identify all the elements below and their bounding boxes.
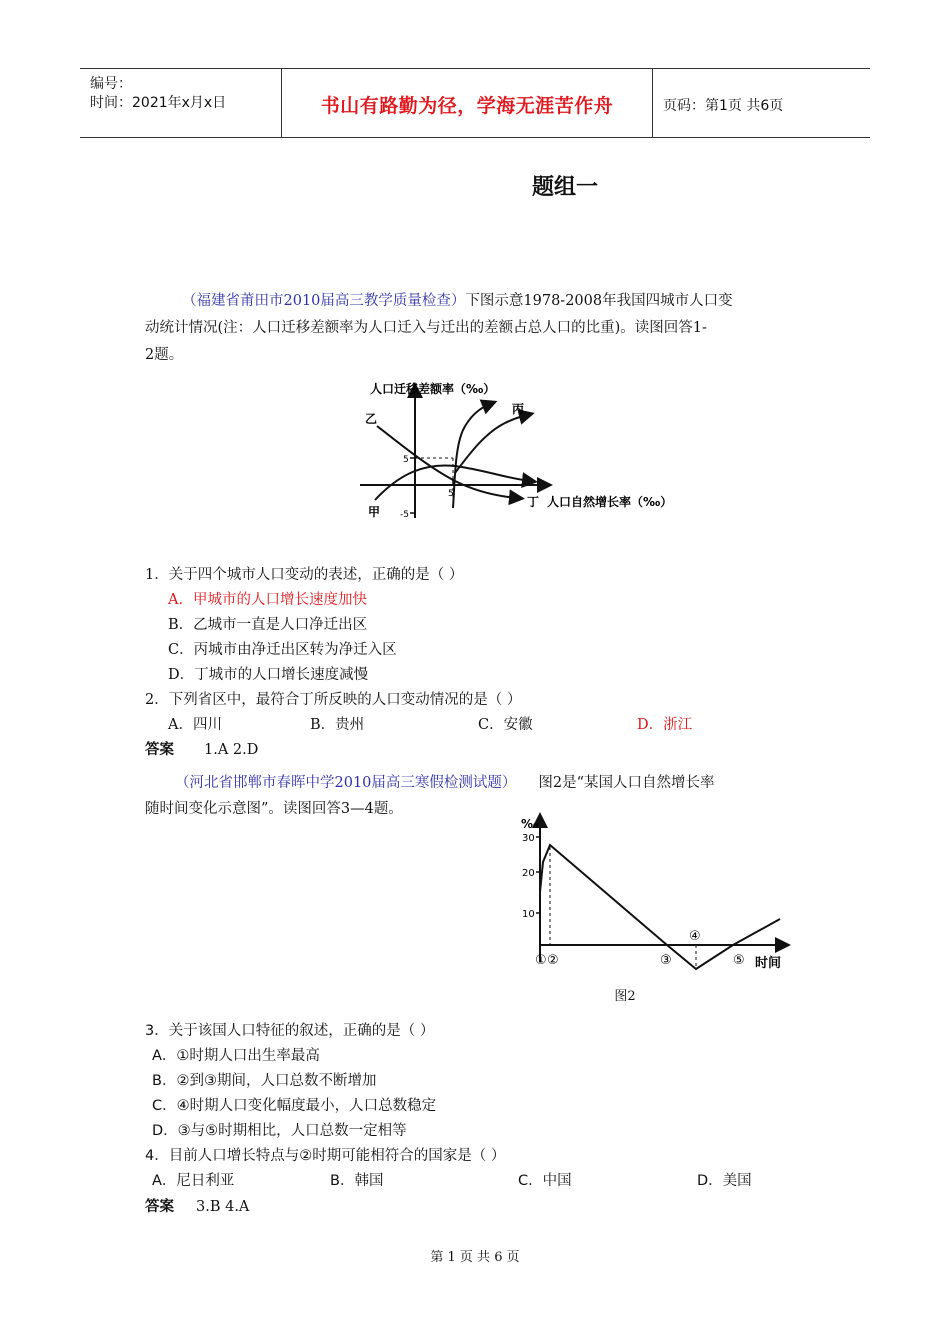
fig2-x-axis-label: 时间 [755, 956, 782, 971]
question-4-option-b: B．韩国 [330, 1173, 384, 1189]
answer-2-label: 答案 [145, 1199, 174, 1215]
question-1-option-d: D．丁城市的人口增长速度减慢 [168, 667, 369, 683]
question-2-stem: 2．下列省区中，最符合丁所反映的人口变动情况的是（ ） [145, 692, 522, 708]
question-2-option-c: C．安徽 [478, 717, 533, 733]
question-1-option-b: B．乙城市一直是人口净迁出区 [168, 617, 368, 633]
fig2-y-tick-label-10: 10 [522, 909, 535, 920]
figure1-x-axis-label: 人口自然增长率（‰） [547, 495, 673, 509]
document-time-label: 时间：2021年x月x日 [90, 95, 227, 111]
question-3-option-c: C．④时期人口变化幅度最小，人口总数稳定 [152, 1098, 437, 1114]
section1-intro-text: 下图示意1978-2008年我国四城市人口变 [465, 293, 733, 309]
header-motto: 书山有路勤为径，学海无涯苦作舟 [320, 95, 614, 117]
fig2-period-3: ③ [660, 953, 672, 968]
question-2-option-d: D．浙江 [637, 717, 693, 733]
question-3-option-d: D．③与⑤时期相比，人口总数一定相等 [152, 1123, 407, 1139]
fig2-period-1: ① [535, 953, 547, 968]
header-left-cell [80, 69, 282, 137]
section2-intro-line2: 随时间变化示意图”。读图回答3—4题。 [145, 801, 403, 817]
figure-2-caption: 图2 [614, 989, 636, 1004]
growth-rate-figure [515, 812, 795, 977]
answer-2-line [145, 1194, 249, 1220]
question-4-stem: 4．目前人口增长特点与②时期可能相符合的国家是（ ） [145, 1148, 506, 1164]
answer-1-label: 答案 [145, 742, 174, 758]
section1-intro-line2: 动统计情况(注：人口迁移差额率为人口迁入与迁出的差额占总人口的比重)。读图回答1- [145, 320, 707, 336]
header-right-cell [653, 69, 870, 137]
fig2-period-2: ② [547, 953, 559, 968]
question-4-option-a: A．尼日利亚 [152, 1173, 235, 1189]
question-4-option-c: C．中国 [518, 1173, 572, 1189]
fig2-growth-rate-line [540, 845, 780, 969]
page-title: 题组一 [531, 175, 598, 200]
fig2-y-tick-label-30: 30 [522, 833, 535, 844]
section1-source: （福建省莆田市2010届高三教学质量检查） [182, 293, 466, 309]
section2-source: （河北省邯郸市春晖中学2010届高三寒假检测试题） [175, 775, 517, 791]
migration-figure [355, 378, 685, 523]
fig2-period-4: ④ [689, 929, 701, 944]
question-4-option-d: D．美国 [697, 1173, 752, 1189]
curve-ding [377, 426, 517, 498]
question-1-option-a: A．甲城市的人口增长速度加快 [168, 592, 367, 608]
question-2-option-a: A．四川 [168, 717, 222, 733]
question-2-option-b: B．贵州 [310, 717, 365, 733]
fig2-period-5: ⑤ [733, 953, 745, 968]
question-3-stem: 3．关于该国人口特征的叙述，正确的是（ ） [145, 1023, 435, 1039]
page-counter-label: 页码：第1页 共6页 [663, 98, 784, 114]
curve-label-bing: 丙 [512, 402, 525, 416]
answer-1-line [145, 737, 258, 763]
fig2-y-unit: ‰ [521, 817, 539, 831]
section2-intro-line1 [175, 770, 715, 796]
section2-intro-text: 图2是“某国人口自然增长率 [538, 775, 715, 791]
curve-label-ding: 丁 [527, 495, 540, 509]
y-tick-label-minus5: -5 [400, 510, 409, 520]
header-middle-cell [282, 69, 653, 137]
fig2-y-tick-label-20: 20 [522, 868, 535, 879]
page-footer: 第 1 页 共 6 页 [430, 1250, 520, 1265]
answer-1-values: 1.A 2.D [204, 742, 259, 758]
section1-intro-line1 [182, 288, 733, 314]
document-number-label: 编号： [90, 76, 132, 92]
y-tick-label-5: 5 [403, 455, 409, 465]
header-table [80, 68, 870, 138]
figure1-y-axis-label: 人口迁移差额率（‰） [370, 382, 496, 396]
question-1-stem: 1．关于四个城市人口变动的表述，正确的是（ ） [145, 567, 464, 583]
curve-label-jia: 甲 [368, 505, 381, 519]
answer-2-values: 3.B 4.A [196, 1199, 250, 1215]
question-1-option-c: C．丙城市由净迁出区转为净迁入区 [168, 642, 397, 658]
question-3-option-b: B．②到③期间，人口总数不断增加 [152, 1073, 377, 1089]
question-3-option-a: A．①时期人口出生率最高 [152, 1048, 320, 1064]
section1-intro-line3: 2题。 [145, 347, 184, 363]
x-tick-label-5: 5 [448, 489, 454, 499]
curve-label-yi: 乙 [365, 412, 378, 426]
